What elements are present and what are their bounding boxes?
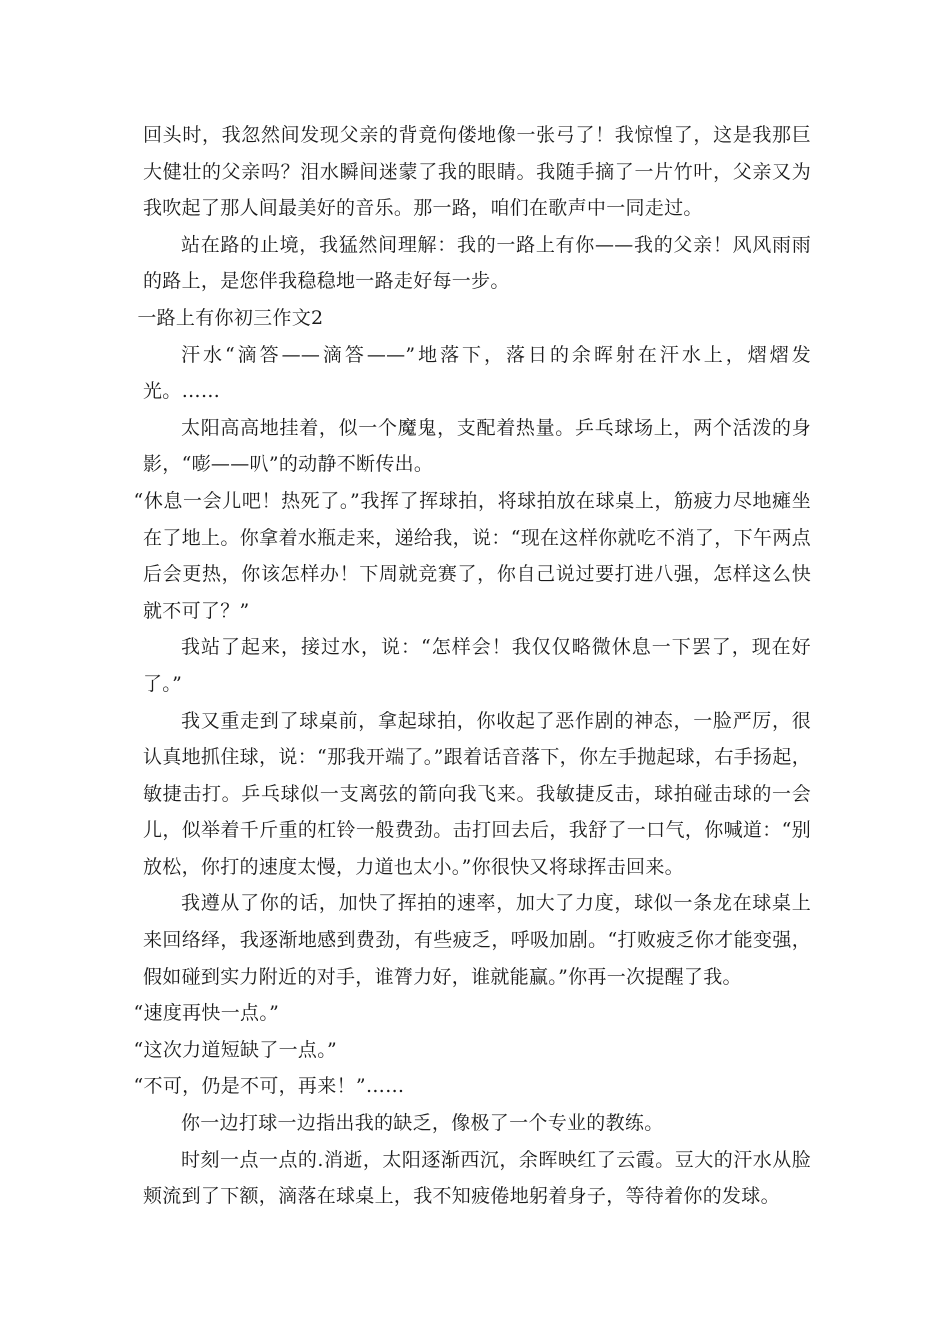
paragraph-3: 汗水“滴答——滴答——”地落下，落日的余晖射在汗水上，熠熠发光。……	[143, 343, 811, 403]
paragraph-8: 我遵从了你的话，加快了挥拍的速率，加大了力度，球似一条龙在球桌上来回络绎，我逐渐地感到费劲，有些疲乏，呼吸加剧。“打败疲乏你才能变强，假如碰到实力附近的对手，谁膂力好，谁就能赢。”你再一次提醒了我。	[143, 892, 811, 988]
essay-body	[133, 117, 811, 1215]
paragraph-11: “不可，仍是不可，再来！”……	[133, 1075, 405, 1098]
section-heading: 一路上有你初三作文2	[137, 306, 324, 329]
paragraph-2: 站在路的止境，我猛然间理解：我的一路上有你——我的父亲！风风雨雨的路上，是您伴我稳稳地一路走好每一步。	[143, 233, 811, 293]
paragraph-5: “休息一会儿吧！热死了。”我挥了挥球拍，将球拍放在球桌上，筋疲力尽地瘫坐在了地上。你拿着水瓶走来，递给我，说：“现在这样你就吃不消了，下午两点后会更热，你该怎样办！下周就竞赛了，你自己说过要打进八强，怎样这么快就不可了？”	[133, 489, 811, 622]
paragraph-6: 我站了起来，接过水，说：“怎样会！我仅仅略微休息一下罢了，现在好了。”	[143, 636, 811, 695]
paragraph-13: 时刻一点一点的.消逝，太阳逐渐西沉，余晖映红了云霞。豆大的汗水从脸颊流到了下额，滴落在球桌上，我不知疲倦地躬着身子，等待着你的发球。	[143, 1148, 811, 1208]
paragraph-7: 我又重走到了球桌前，拿起球拍，你收起了恶作剧的神态，一脸严厉，很认真地抓住球，说：“那我开端了。”跟着话音落下，你左手抛起球，右手扬起，敏捷击打。乒乓球似一支离弦的箭向我飞来。我敏捷反击，球拍碰击球的一会儿，似举着千斤重的杠铃一般费劲。击打回去后，我舒了一口气，你喊道：“别放松，你打的速度太慢，力道也太小。”你很快又将球挥击回来。	[143, 709, 811, 878]
paragraph-12: 你一边打球一边指出我的缺乏，像极了一个专业的教练。	[181, 1112, 664, 1135]
paragraph-1: 回头时，我忽然间发现父亲的背竟佝偻地像一张弓了！我惊惶了，这是我那巨大健壮的父亲吗？泪水瞬间迷蒙了我的眼睛。我随手摘了一片竹叶，父亲又为我吹起了那人间最美好的音乐。那一路，咱们在歌声中一同走过。	[143, 124, 811, 220]
paragraph-4: 太阳高高地挂着，似一个魔鬼，支配着热量。乒乓球场上，两个活泼的身影，“嘭——叭”的动静不断传出。	[143, 416, 811, 476]
paragraph-9: “速度再快一点。”	[133, 1002, 280, 1025]
paragraph-10: “这次力道短缺了一点。”	[133, 1038, 338, 1061]
